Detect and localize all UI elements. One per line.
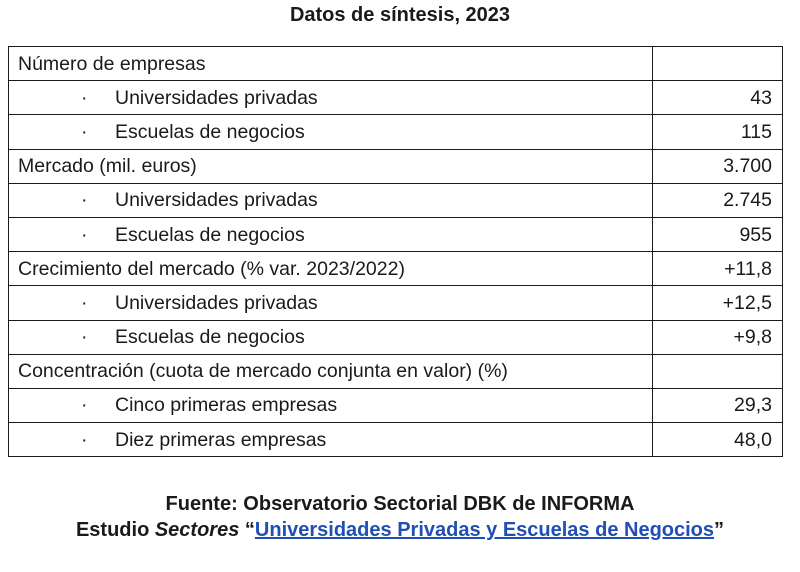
row-label: Concentración (cuota de mercado conjunta en valor) (%) [18, 360, 508, 383]
row-label-cell [9, 388, 653, 422]
row-label-cell [9, 217, 653, 251]
row-value [653, 354, 783, 388]
table-section-row [9, 354, 783, 388]
bullet-icon: · [81, 223, 88, 246]
study-link[interactable]: Universidades Privadas y Escuelas de Negocios [254, 519, 715, 541]
bullet-icon: · [81, 86, 88, 109]
row-label-cell [9, 183, 653, 217]
bullet-icon: · [81, 428, 88, 451]
row-value [653, 47, 783, 81]
row-value: 29,3 [653, 388, 783, 422]
row-label-cell [9, 115, 653, 149]
row-label-cell [9, 354, 653, 388]
row-label: Mercado (mil. euros) [18, 155, 197, 178]
summary-table-body [9, 47, 783, 457]
row-label: Escuelas de negocios [115, 120, 305, 143]
row-label: Crecimiento del mercado (% var. 2023/2022) [18, 257, 405, 280]
row-label: Diez primeras empresas [115, 428, 327, 451]
row-label-cell [9, 149, 653, 183]
study-prefix: Estudio [75, 519, 155, 541]
bullet-icon: · [81, 120, 88, 143]
row-value: 2.745 [653, 183, 783, 217]
table-row [9, 217, 783, 251]
source-footer [0, 491, 800, 543]
row-label: Escuelas de negocios [115, 326, 305, 349]
table-row [9, 388, 783, 422]
row-value: 115 [653, 115, 783, 149]
bullet-icon: · [81, 326, 88, 349]
table-row [9, 81, 783, 115]
row-label: Universidades privadas [115, 189, 318, 212]
page-title: Datos de síntesis, 2023 [289, 4, 511, 26]
table-row [9, 286, 783, 320]
study-series: Sectores [154, 519, 240, 541]
table-section-row [9, 149, 783, 183]
bullet-icon: · [81, 189, 88, 212]
row-label: Universidades privadas [115, 291, 318, 314]
row-label-cell [9, 81, 653, 115]
row-label-cell [9, 423, 653, 457]
row-value: 3.700 [653, 149, 783, 183]
table-row [9, 115, 783, 149]
row-value: +12,5 [653, 286, 783, 320]
source-line: Fuente: Observatorio Sectorial DBK de INFORMA [165, 493, 635, 515]
row-value: +9,8 [653, 320, 783, 354]
study-line [0, 517, 800, 543]
row-label: Cinco primeras empresas [115, 394, 338, 417]
row-value: +11,8 [653, 252, 783, 286]
row-label-cell [9, 47, 653, 81]
row-label-cell [9, 320, 653, 354]
row-value: 48,0 [653, 423, 783, 457]
bullet-icon: · [81, 394, 88, 417]
row-value: 955 [653, 217, 783, 251]
row-label: Número de empresas [18, 52, 206, 75]
summary-table [8, 46, 783, 457]
row-label: Escuelas de negocios [115, 223, 305, 246]
quote-close: ” [714, 519, 725, 541]
table-section-row [9, 252, 783, 286]
quote-open: “ [239, 519, 255, 541]
row-label-cell [9, 286, 653, 320]
table-row [9, 183, 783, 217]
row-value: 43 [653, 81, 783, 115]
table-section-row [9, 47, 783, 81]
bullet-icon: · [81, 291, 88, 314]
row-label: Universidades privadas [115, 86, 318, 109]
table-row [9, 320, 783, 354]
row-label-cell [9, 252, 653, 286]
table-row [9, 423, 783, 457]
